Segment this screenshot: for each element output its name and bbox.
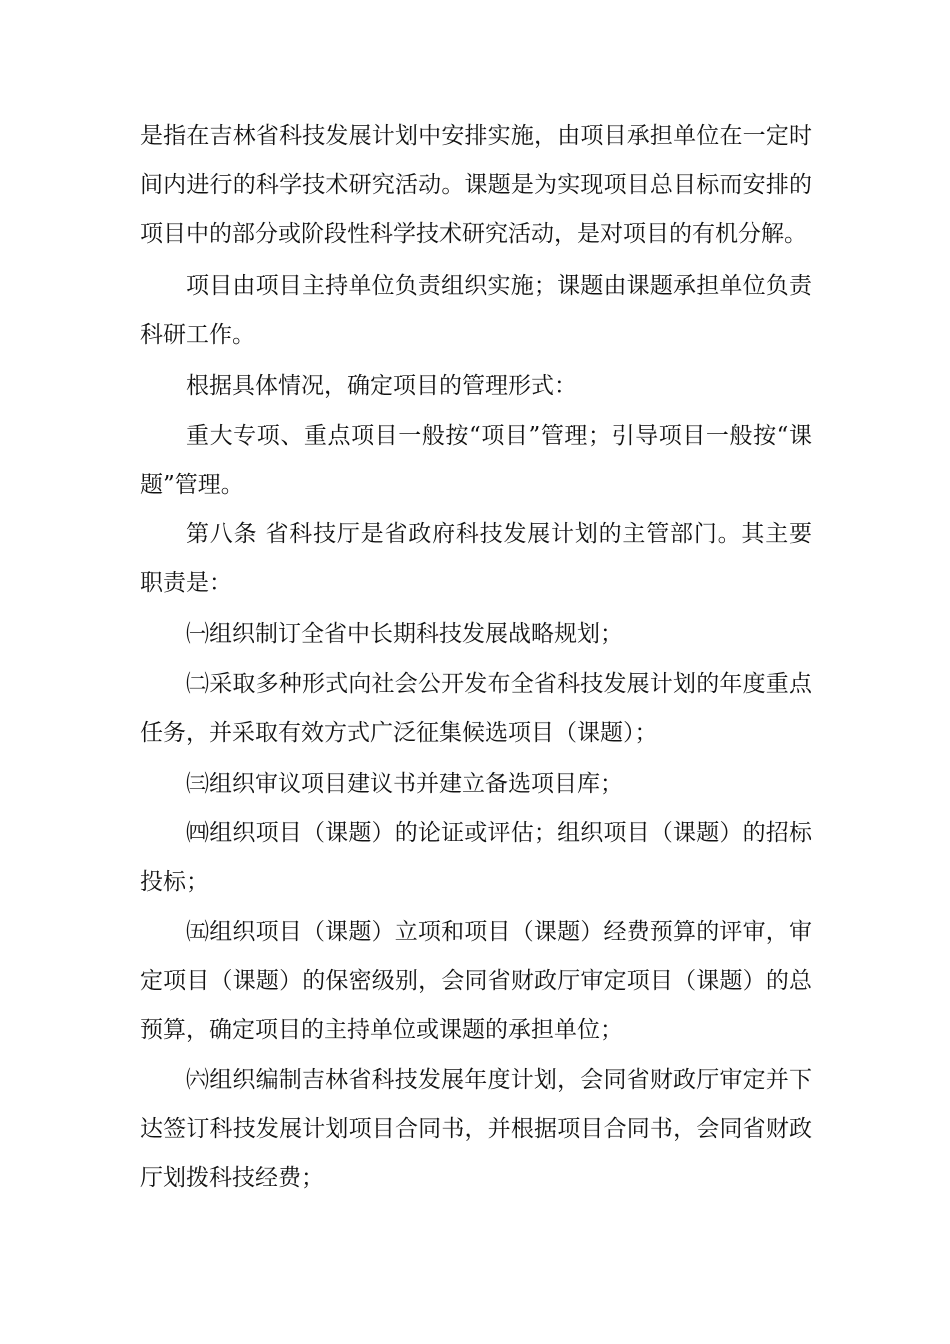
paragraph-responsibility: 项目由项目主持单位负责组织实施；课题由课题承担单位负责科研工作。	[140, 273, 812, 348]
list-item-6: ㈥组织编制吉林省科技发展年度计划，会同省财政厅审定并下达签订科技发展计划项目合同书，并根据项目合同书，会同省财政厅划拨科技经费；	[140, 1067, 812, 1191]
list-item-5: ㈤组织项目（课题）立项和项目（课题）经费预算的评审，审定项目（课题）的保密级别，会同省财政厅审定项目（课题）的总预算，确定项目的主持单位或课题的承担单位；	[140, 919, 812, 1043]
list-item-3: ㈢组织审议项目建议书并建立备选项目库；	[186, 771, 623, 797]
paragraph-management-form: 根据具体情况，确定项目的管理形式：	[186, 373, 577, 399]
paragraph-management-types: 重大专项、重点项目一般按“项目”管理；引导项目一般按“课题”管理。	[140, 423, 812, 498]
list-item-4: ㈣组织项目（课题）的论证或评估；组织项目（课题）的招标投标；	[140, 820, 812, 895]
list-item-1: ㈠组织制订全省中长期科技发展战略规划；	[186, 621, 623, 647]
paragraph-continuation: 是指在吉林省科技发展计划中安排实施，由项目承担单位在一定时间内进行的科学技术研究活动。课题是为实现项目总目标而安排的项目中的部分或阶段性科学技术研究活动，是对项目的有机分解。	[140, 123, 812, 247]
list-item-2: ㈡采取多种形式向社会公开发布全省科技发展计划的年度重点任务，并采取有效方式广泛征集候选项目（课题）；	[140, 671, 812, 746]
paragraph-article-eight: 第八条 省科技厅是省政府科技发展计划的主管部门。其主要职责是：	[140, 521, 812, 596]
